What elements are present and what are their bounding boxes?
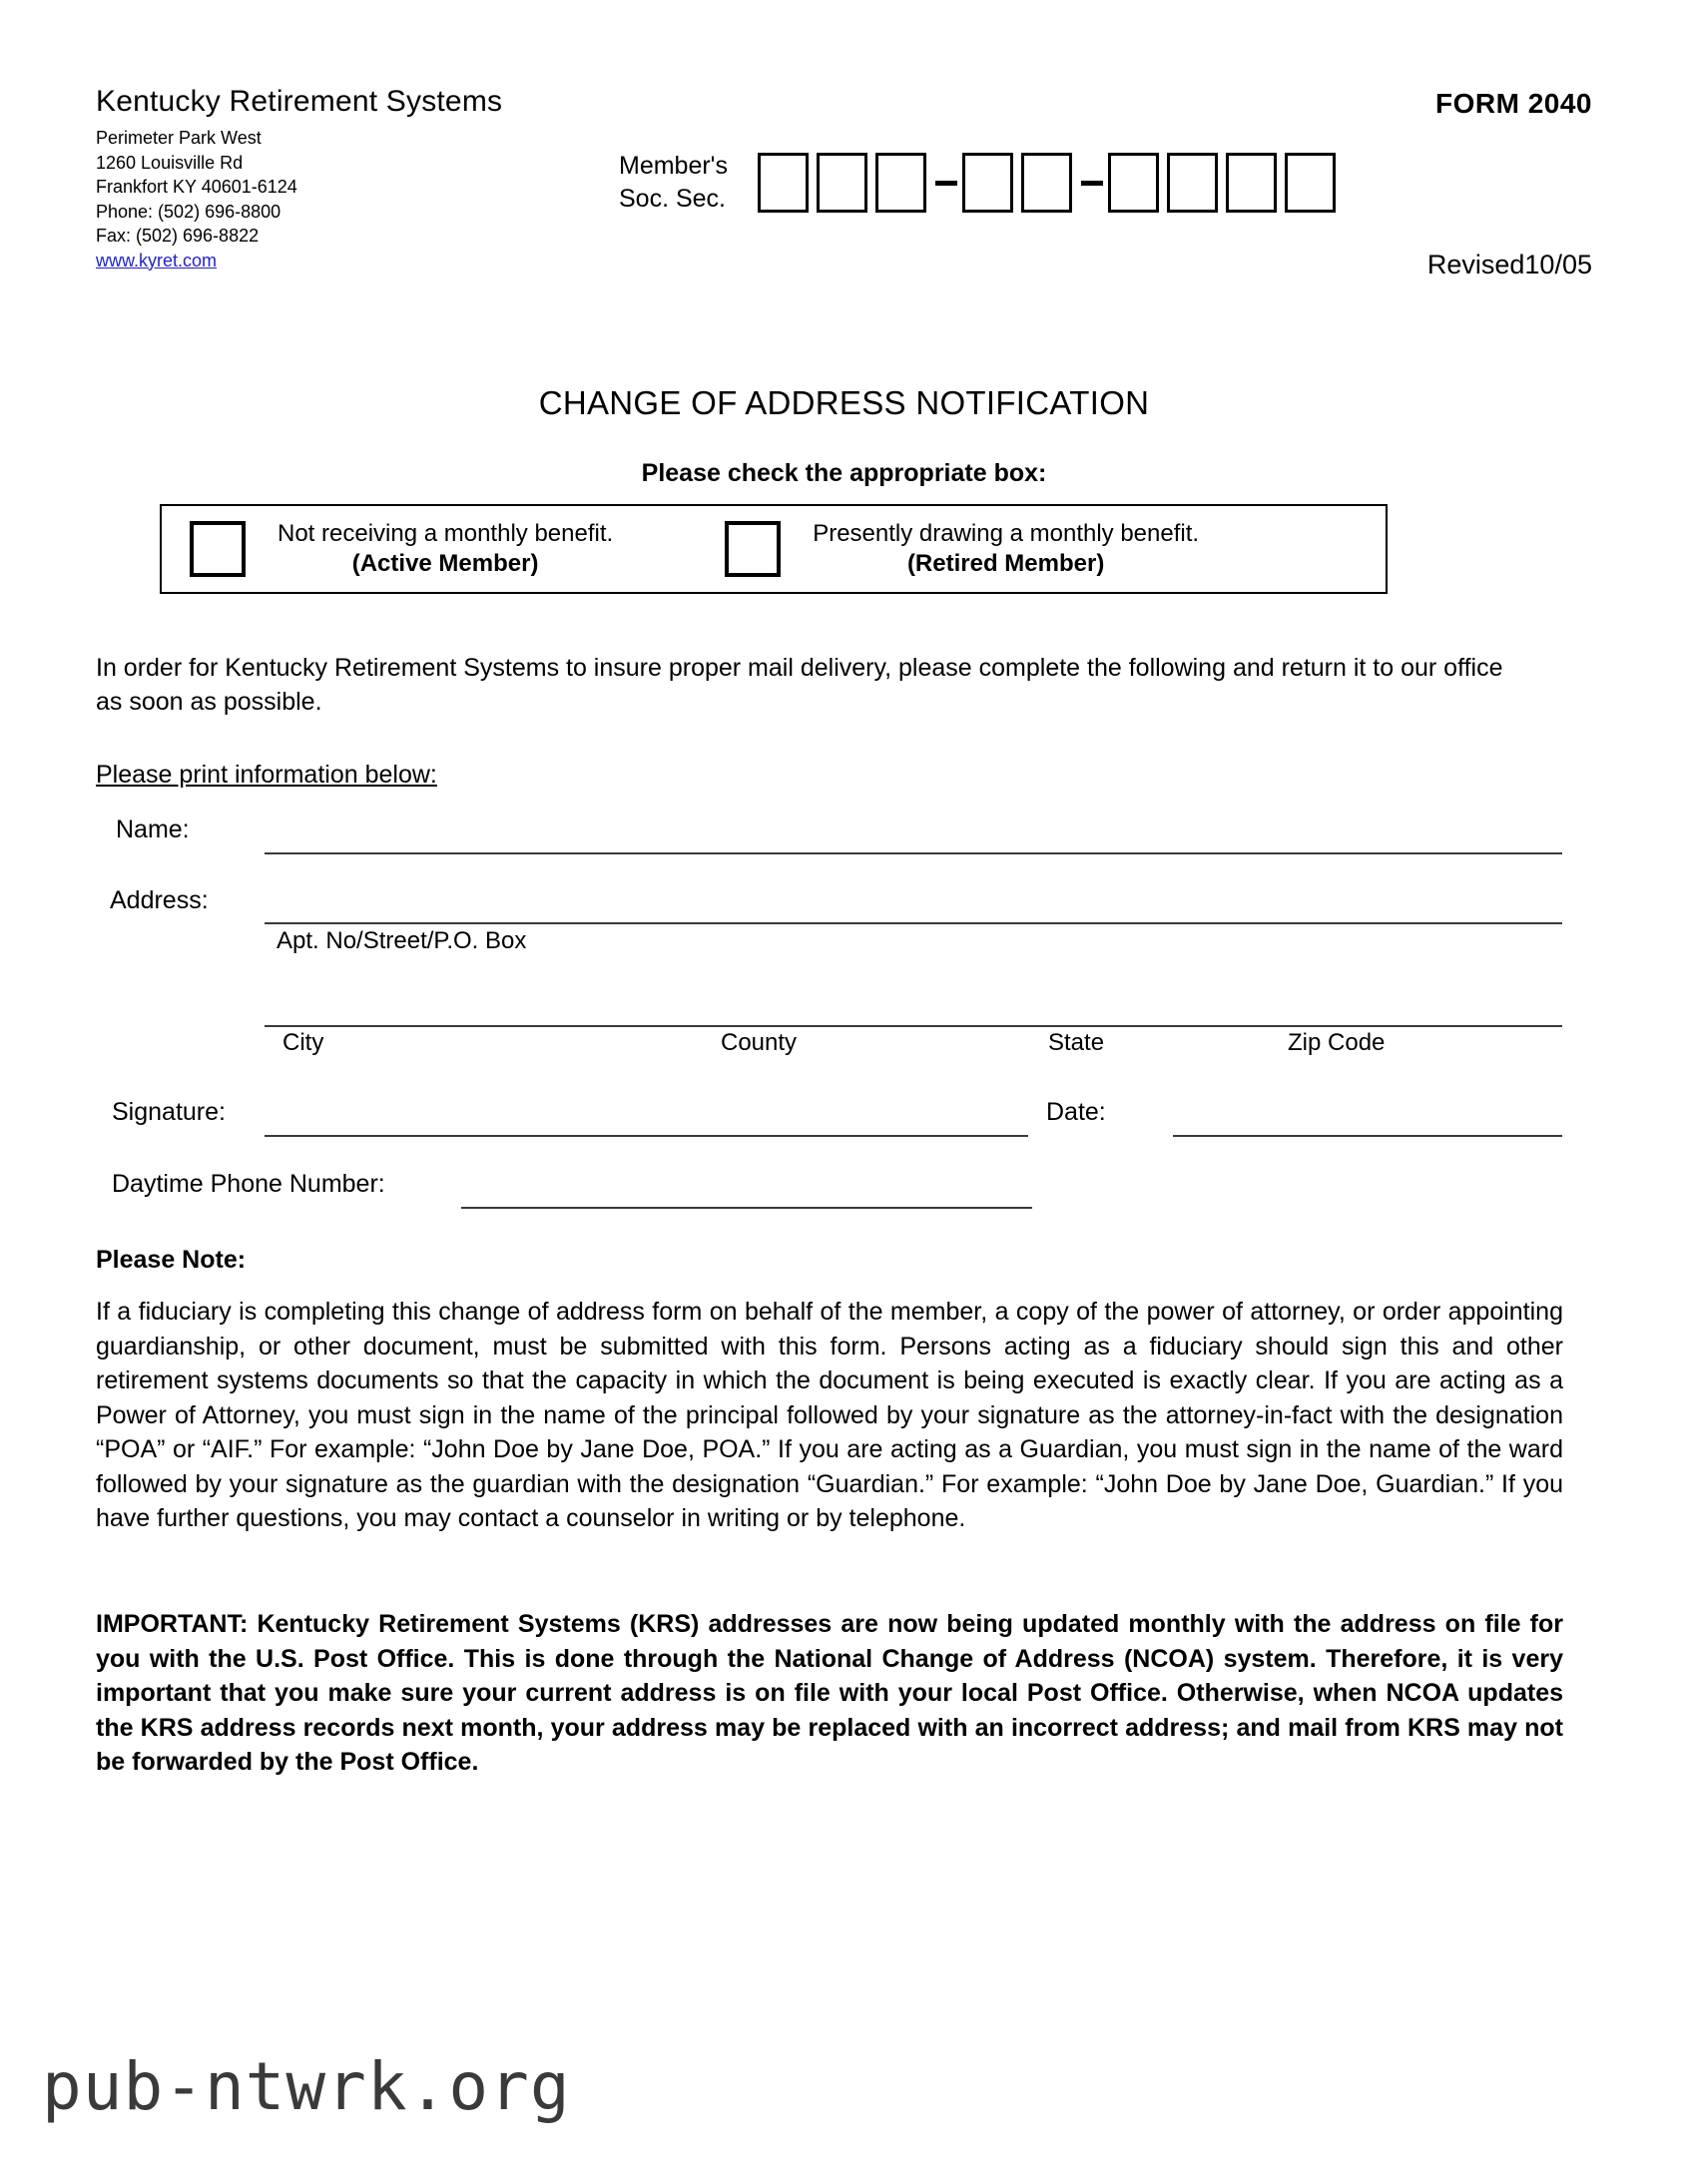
- option-active-member[interactable]: [190, 519, 613, 579]
- signature-input-line[interactable]: [265, 1135, 1028, 1137]
- address-line-2: 1260 Louisville Rd: [96, 152, 244, 173]
- print-info-heading: Please print information below:: [96, 761, 437, 789]
- county-label: County: [721, 1029, 798, 1056]
- ssn-digit-box-9[interactable]: [1285, 153, 1336, 213]
- state-label: State: [1048, 1029, 1105, 1056]
- city-label: City: [282, 1029, 324, 1056]
- option-retired-member-line1: Presently drawing a monthly benefit.: [813, 520, 1200, 547]
- page-title: CHANGE OF ADDRESS NOTIFICATION: [538, 384, 1150, 421]
- zip-code-label: Zip Code: [1288, 1029, 1386, 1056]
- address-line-3: Frankfort KY 40601-6124: [96, 177, 297, 197]
- please-note-heading: Please Note:: [96, 1246, 247, 1274]
- name-label: Name:: [116, 816, 190, 843]
- form-number: FORM 2040: [1435, 88, 1592, 119]
- ssn-digit-box-8[interactable]: [1226, 153, 1277, 213]
- fax-line: Fax: (502) 696-8822: [96, 226, 260, 246]
- source-watermark: pub-ntwrk.org: [42, 2048, 571, 2125]
- name-input-line[interactable]: [265, 852, 1562, 854]
- ssn-separator-dash: [1081, 181, 1103, 186]
- ssn-box-group[interactable]: [758, 153, 1344, 213]
- ssn-digit-box-5[interactable]: [1021, 153, 1072, 213]
- address-sub-label: Apt. No/Street/P.O. Box: [277, 927, 527, 954]
- member-status-panel: [160, 504, 1388, 594]
- fiduciary-note-paragraph: If a fiduciary is completing this change of address form on behalf of the member, a copy of the power of attorney, or order appointing guardianship, or other document, must be submitted with this form. Persons acting as a fiduciary should sign this and other retirement systems documents so that the capacity in which the document is being executed is exactly clear. If you are acting as a Power of Attorney, you must sign in the name of the principal followed by your signature as the attorney-in-fact with the designation “POA” or “AIF.” For example: “John Doe by Jane Doe, POA.” If you are acting as a Guardian, you must sign in the name of the ward followed by your signature as the guardian with the designation “Guardian.” For example: “John Doe by Jane Doe, Guardian.” If you have further questions, you may contact a counselor in writing or by telephone.: [96, 1298, 1563, 1532]
- ssn-digit-box-6[interactable]: [1108, 153, 1159, 213]
- date-label: Date:: [1046, 1098, 1106, 1126]
- phone-line: Phone: (502) 696-8800: [96, 201, 281, 222]
- organization-name: Kentucky Retirement Systems: [96, 85, 503, 118]
- ssn-label: [619, 150, 728, 216]
- ssn-label-line-1: Member's: [619, 152, 728, 180]
- option-active-member-line1: Not receiving a monthly benefit.: [278, 520, 614, 547]
- checkbox-retired-member[interactable]: [725, 521, 781, 577]
- option-retired-member-line2: (Retired Member): [906, 550, 1105, 577]
- member-ssn-field: [619, 150, 1344, 216]
- ssn-digit-box-4[interactable]: [962, 153, 1013, 213]
- revised-date: Revised10/05: [1426, 250, 1592, 279]
- address-label: Address:: [110, 886, 209, 914]
- ssn-digit-box-3[interactable]: [875, 153, 926, 213]
- website-link[interactable]: www.kyret.com: [96, 250, 218, 271]
- ssn-label-line-2: Soc. Sec.: [619, 185, 726, 213]
- checkbox-active-member[interactable]: [190, 521, 246, 577]
- important-notice-paragraph: IMPORTANT: Kentucky Retirement Systems (KRS) addresses are now being updated monthly with the address on file for you with the U.S. Post Office. This is done through the National Change of Address (NCOA) system. Therefore, it is very important that you make sure your current address is on file with your local Post Office. Otherwise, when NCOA updates the KRS address records next month, your address may be replaced with an incorrect address; and mail from KRS may not be forwarded by the Post Office.: [96, 1610, 1563, 1776]
- address-line-1: Perimeter Park West: [96, 128, 262, 148]
- ssn-separator-dash: [935, 181, 957, 186]
- ssn-digit-box-1[interactable]: [758, 153, 809, 213]
- option-active-member-line2: (Active Member): [351, 550, 539, 577]
- intro-paragraph: In order for Kentucky Retirement Systems to insure proper mail delivery, please complete the following and return it to our office as soon as possible.: [96, 654, 1503, 716]
- option-retired-member-text: [813, 519, 1199, 579]
- daytime-phone-input-line[interactable]: [461, 1207, 1032, 1209]
- date-input-line[interactable]: [1173, 1135, 1562, 1137]
- address-input-line[interactable]: [265, 922, 1562, 924]
- daytime-phone-label: Daytime Phone Number:: [112, 1170, 385, 1198]
- ssn-digit-box-7[interactable]: [1167, 153, 1218, 213]
- option-retired-member[interactable]: [725, 519, 1199, 579]
- signature-label: Signature:: [112, 1098, 226, 1126]
- checkbox-prompt: Please check the appropriate box:: [641, 459, 1047, 487]
- ssn-digit-box-2[interactable]: [817, 153, 867, 213]
- city-county-state-zip-line[interactable]: [265, 1025, 1562, 1027]
- option-active-member-text: [278, 519, 613, 579]
